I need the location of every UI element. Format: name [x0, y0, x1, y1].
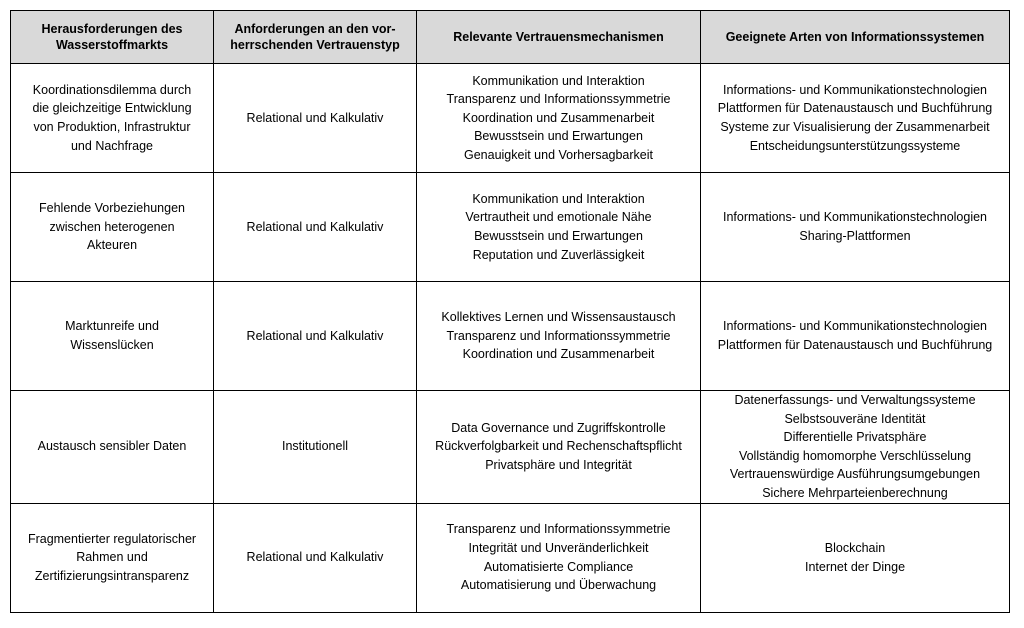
- challenge-cell-line: Akteuren: [86, 238, 138, 253]
- trust-type-cell-text: Relational und Kalkulativ: [246, 219, 384, 234]
- mechanisms-cell-line: Integrität und Unveränderlichkeit: [468, 540, 649, 555]
- mechanisms-cell-line: Reputation und Zuverlässigkeit: [472, 247, 645, 262]
- systems-cell-line: Sichere Mehrparteienberechnung: [762, 485, 948, 500]
- challenge-cell-line: Fragmentierter regulatorischer: [27, 531, 197, 546]
- challenge-cell-line: von Produktion, Infrastruktur: [33, 120, 191, 134]
- systems-cell-line: Sharing-Plattformen: [799, 229, 911, 243]
- systems-cell: [701, 503, 1010, 612]
- mechanisms-cell-line: Kollektives Lernen und Wissensaustausch: [441, 310, 676, 325]
- challenge-cell-line: Rahmen und: [76, 550, 148, 565]
- challenge-cell-line: die gleichzeitige Entwicklung: [32, 101, 192, 116]
- systems-cell-line: Internet der Dinge: [804, 559, 906, 574]
- challenge-cell-line: und Nachfrage: [70, 138, 153, 153]
- mechanisms-cell-line: Bewusstsein und Erwartungen: [474, 229, 643, 243]
- mechanisms-cell-line: Transparenz und Informationssymmetrie: [446, 328, 671, 343]
- mechanisms-cell-line: Data Governance und Zugriffskontrolle: [451, 420, 666, 435]
- challenge-cell-line: Wissenslücken: [70, 338, 154, 352]
- mechanisms-cell-line: Rückverfolgbarkeit und Rechenschaftspflicht: [435, 439, 682, 454]
- systems-cell-line: Plattformen für Datenaustausch und Buchführung: [717, 338, 993, 352]
- systems-cell-line: Informations- und Kommunikationstechnologien: [722, 319, 988, 334]
- trust-type-cell: [214, 503, 417, 612]
- mechanisms-cell-line: Kommunikation und Interaktion: [472, 73, 645, 88]
- challenge-cell-line: Marktunreife und: [65, 319, 159, 334]
- mechanisms-cell-line: Koordination und Zusammenarbeit: [462, 110, 655, 125]
- header-row: [11, 11, 1010, 64]
- header-challenges: Herausforderungen des Wasserstoffmarkts: [11, 11, 214, 64]
- systems-cell-line: Plattformen für Datenaustausch und Buchführung: [717, 101, 993, 116]
- systems-cell-line: Entscheidungsunterstützungssysteme: [749, 138, 961, 153]
- challenge-cell-line: Zertifizierungsintransparenz: [34, 568, 190, 583]
- mechanisms-cell-line: Transparenz und Informationssymmetrie: [446, 92, 671, 107]
- trust-mechanisms-table: [10, 10, 1010, 613]
- challenge-cell-line: Austausch sensibler Daten: [37, 439, 187, 454]
- systems-cell-line: Informations- und Kommunikationstechnologien: [722, 82, 988, 97]
- systems-cell-line: Selbstsouveräne Identität: [784, 411, 926, 426]
- table-row: [11, 391, 1010, 504]
- mechanisms-cell: [417, 64, 701, 173]
- header-systems: Geeignete Arten von Informationssystemen: [701, 11, 1010, 64]
- mechanisms-cell-line: Bewusstsein und Erwartungen: [474, 129, 643, 144]
- table-row: [11, 503, 1010, 612]
- challenge-cell: [11, 282, 214, 391]
- mechanisms-cell-line: Genauigkeit und Vorhersagbarkeit: [463, 147, 653, 162]
- challenge-cell-line: zwischen heterogenen: [49, 219, 175, 234]
- systems-cell-line: Datenerfassungs- und Verwaltungssysteme: [734, 393, 976, 407]
- mechanisms-cell-line: Vertrautheit und emotionale Nähe: [465, 210, 652, 225]
- trust-type-cell-text: Institutionell: [281, 439, 348, 454]
- systems-cell: [701, 173, 1010, 282]
- systems-cell-line: Informations- und Kommunikationstechnologien: [722, 210, 988, 225]
- table-row: [11, 173, 1010, 282]
- systems-cell: [701, 64, 1010, 173]
- challenge-cell-line: Koordinationsdilemma durch: [32, 82, 192, 97]
- systems-cell: [701, 391, 1010, 504]
- mechanisms-cell-line: Kommunikation und Interaktion: [472, 191, 645, 206]
- mechanisms-cell-line: Automatisierung und Überwachung: [460, 578, 657, 593]
- trust-type-cell-text: Relational und Kalkulativ: [246, 110, 384, 125]
- trust-type-cell: [214, 391, 417, 504]
- systems-cell-line: Differentielle Privatsphäre: [783, 430, 927, 445]
- systems-cell-line: Vertrauenswürdige Ausführungsumgebungen: [729, 467, 981, 482]
- trust-type-cell-text: Relational und Kalkulativ: [246, 328, 384, 343]
- challenge-cell: [11, 173, 214, 282]
- mechanisms-cell: [417, 282, 701, 391]
- mechanisms-cell-line: Koordination und Zusammenarbeit: [462, 347, 655, 362]
- trust-type-cell: [214, 64, 417, 173]
- trust-type-cell: [214, 173, 417, 282]
- mechanisms-cell: [417, 173, 701, 282]
- systems-cell-line: Vollständig homomorphe Verschlüsselung: [738, 448, 972, 463]
- header-trust-type: Anforderungen an den vor- herrschenden Vertrauenstyp: [214, 11, 417, 64]
- table-row: [11, 282, 1010, 391]
- systems-cell: [701, 282, 1010, 391]
- challenge-cell: [11, 64, 214, 173]
- challenge-cell: [11, 391, 214, 504]
- trust-type-cell: [214, 282, 417, 391]
- trust-type-cell-text: Relational und Kalkulativ: [246, 550, 384, 565]
- mechanisms-cell-line: Transparenz und Informationssymmetrie: [446, 522, 671, 537]
- table-row: [11, 64, 1010, 173]
- systems-cell-line: Systeme zur Visualisierung der Zusammenarbeit: [720, 120, 990, 134]
- challenge-cell: [11, 503, 214, 612]
- mechanisms-cell: [417, 391, 701, 504]
- challenge-cell-line: Fehlende Vorbeziehungen: [39, 201, 185, 216]
- mechanisms-cell-line: Automatisierte Compliance: [483, 559, 634, 574]
- header-mechanisms: Relevante Vertrauensmechanismen: [417, 11, 701, 64]
- systems-cell-line: Blockchain: [824, 540, 886, 555]
- mechanisms-cell-line: Privatsphäre und Integrität: [485, 458, 632, 473]
- mechanisms-cell: [417, 503, 701, 612]
